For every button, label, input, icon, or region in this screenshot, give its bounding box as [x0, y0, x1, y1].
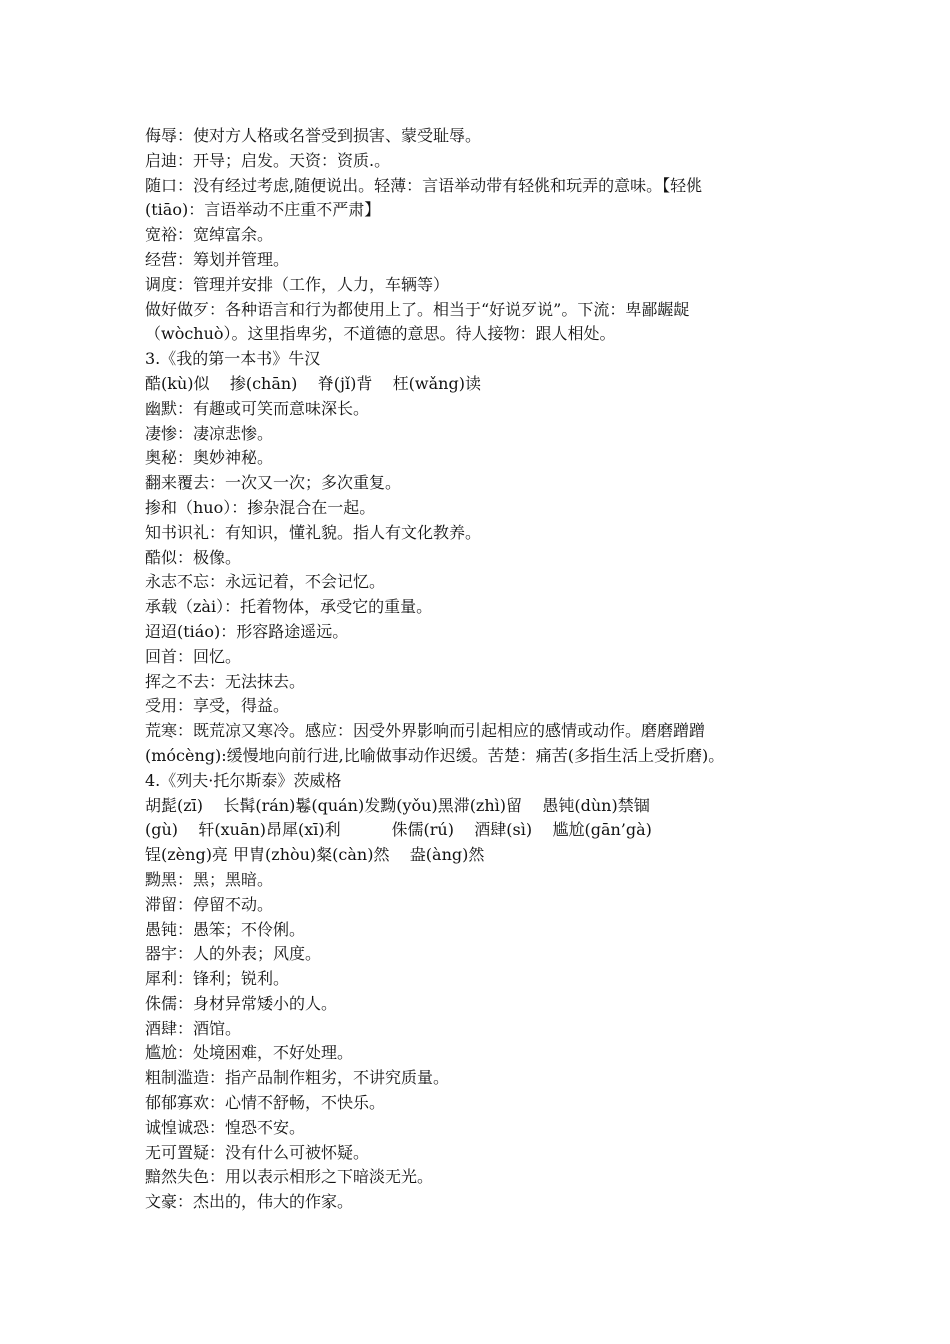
text-line: 酒肆：酒馆。 — [145, 1018, 242, 1038]
text-line: 永志不忘：永远记着，不会记忆。 — [145, 572, 386, 592]
text-line: 调度：管理并安排（工作，人力，车辆等） — [145, 274, 450, 294]
text-line: 做好做歹：各种语言和行为都使用上了。相当于“好说歹说”。下流：卑鄙龌龊 — [145, 299, 690, 319]
text-line: 宽裕：宽绰富余。 — [145, 225, 274, 245]
text-line: 经营：筹划并管理。 — [145, 249, 290, 269]
text-line: 锃(zèng)亮 甲胄(zhòu)粲(càn)然 盎(àng)然 — [145, 845, 485, 865]
text-line: (mócèng):缓慢地向前行进,比喻做事动作迟缓。苦楚：痛苦(多指生活上受折磨)。 — [145, 745, 725, 765]
text-line: 4.《列夫·托尔斯泰》茨威格 — [145, 770, 342, 790]
text-line: 黝黑：黑；黑暗。 — [145, 869, 274, 889]
text-line: 侮辱：使对方人格或名誉受到损害、蒙受耻辱。 — [145, 126, 482, 145]
text-line: 凄惨：凄凉悲惨。 — [145, 423, 274, 443]
text-line: 郁郁寡欢：心情不舒畅，不快乐。 — [145, 1093, 386, 1113]
text-line: 侏儒：身材异常矮小的人。 — [145, 993, 338, 1013]
text-line: 滞留：停留不动。 — [145, 894, 274, 914]
text-line: 酷似：极像。 — [145, 547, 242, 567]
text-line: 荒寒：既荒凉又寒冷。感应：因受外界影响而引起相应的感情或动作。磨磨蹭蹭 — [145, 721, 706, 741]
text-line: 愚钝：愚笨；不伶俐。 — [145, 919, 306, 939]
text-line: 无可置疑：没有什么可被怀疑。 — [145, 1142, 370, 1162]
text-line: 胡髭(zī) 长髯(rán)鬈(quán)发黝(yǒu)黑滞(zhì)留 愚钝(dùn)禁锢 — [145, 795, 650, 815]
text-line: 3.《我的第一本书》牛汉 — [145, 349, 321, 369]
text-line: 受用：享受，得益。 — [145, 696, 290, 716]
text-line: 文豪：杰出的，伟大的作家。 — [145, 1192, 354, 1212]
text-line: 掺和（huo）：掺杂混合在一起。 — [145, 497, 376, 517]
text-line: 粗制滥造：指产品制作粗劣，不讲究质量。 — [145, 1068, 450, 1088]
text-line: 奥秘：奥妙神秘。 — [145, 448, 274, 468]
text-line: 知书识礼：有知识，懂礼貌。指人有文化教养。 — [145, 522, 482, 542]
text-line: 尴尬：处境困难，不好处理。 — [145, 1043, 354, 1063]
text-line: 迢迢(tiáo)：形容路途遥远。 — [145, 621, 349, 641]
text-line: 承载（zài）：托着物体，承受它的重量。 — [145, 597, 433, 617]
text-line: 翻来覆去：一次又一次；多次重复。 — [145, 473, 402, 493]
text-line: 挥之不去：无法抹去。 — [145, 671, 306, 691]
text-line: 酷(kù)似 掺(chān) 脊(jǐ)背 枉(wǎng)读 — [145, 373, 481, 393]
text-line: 器宇：人的外表；风度。 — [145, 944, 322, 964]
text-line: 幽默：有趣或可笑而意味深长。 — [145, 398, 370, 418]
text-line: (tiāo)：言语举动不庄重不严肃】 — [145, 200, 381, 220]
text-line: 回首：回忆。 — [145, 646, 242, 666]
document-body — [145, 124, 845, 1215]
text-line: (gù) 轩(xuān)昂犀(xī)利 侏儒(rú) 酒肆(sì) 尴尬(gān’gà) — [145, 820, 652, 840]
text-line: 随口：没有经过考虑,随便说出。轻薄：言语举动带有轻佻和玩弄的意味。【轻佻 — [145, 175, 703, 195]
text-line: 犀利：锋利；锐利。 — [145, 969, 290, 989]
text-line: （wòchuò）。这里指卑劣，不道德的意思。待人接物：跟人相处。 — [145, 324, 616, 344]
text-line: 黯然失色：用以表示相形之下暗淡无光。 — [145, 1167, 434, 1187]
text-line: 诚惶诚恐：惶恐不安。 — [145, 1117, 306, 1137]
text-line: 启迪：开导；启发。天资：资质.。 — [145, 150, 391, 170]
